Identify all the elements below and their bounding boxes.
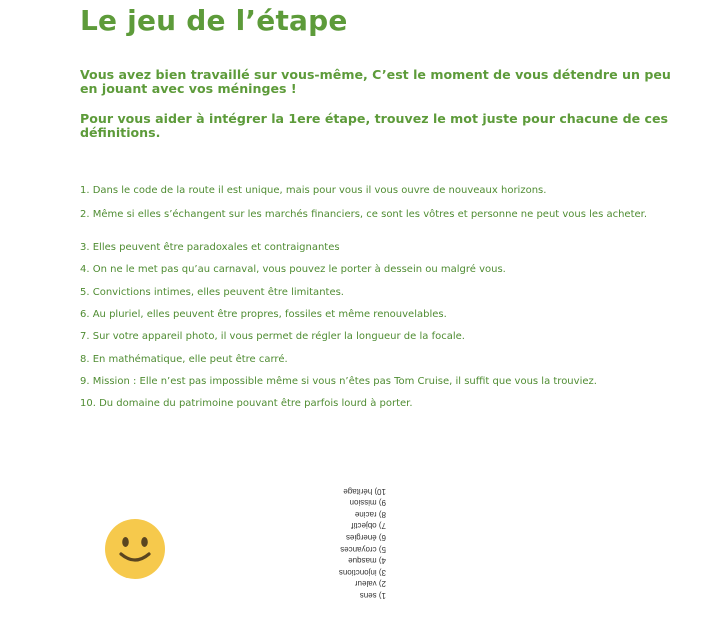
question-10: 10. Du domaine du patrimoine pouvant être parfois lourd à porter. [80,398,413,409]
question-6: 6. Au pluriel, elles peuvent être propres, fossiles et même renouvelables. [80,309,447,320]
answer-6: 6) énergies [345,533,386,543]
answer-10: 10) héritage [343,486,386,496]
question-3: 3. Elles peuvent être paradoxales et contraignantes [80,242,340,253]
question-7: 7. Sur votre appareil photo, il vous permet de régler la longueur de la focale. [80,331,465,342]
question-5: 5. Convictions intimes, elles peuvent être limitantes. [80,287,344,298]
answer-9: 9) mission [349,498,386,508]
question-1: 1. Dans le code de la route il est unique, mais pour vous il vous ouvre de nouveaux horizons. [80,185,547,196]
intro-paragraph-2: Pour vous aider à intégrer la 1ere étape, trouvez le mot juste pour chacune de ces définitions. [80,111,669,140]
question-2: 2. Même si elles s’échangent sur les marchés financiers, ce sont les vôtres et personne ne peut vous les acheter. [80,209,648,220]
answer-5: 5) croyances [340,544,386,554]
smiley-face-circle [105,519,165,579]
answer-3: 3) injonctions [338,567,386,577]
answer-2: 2) valeur [354,579,386,589]
question-9: 9. Mission : Elle n’est pas impossible même si vous n’êtes pas Tom Cruise, il suffit que vous la trouviez. [80,376,597,387]
question-4: 4. On ne le met pas qu’au carnaval, vous pouvez le porter à dessein ou malgré vous. [80,264,506,275]
answer-8: 8) racine [354,509,386,519]
question-8: 8. En mathématique, elle peut être carré. [80,354,288,365]
intro-paragraph-1: Vous avez bien travaillé sur vous-même, C’est le moment de vous détendre un peu en jouant avec vos méninges ! [80,67,671,96]
page-title: Le jeu de l’étape [80,4,348,37]
upside-down-answers [318,446,408,601]
smiley-face-icon [104,518,166,580]
smiley-left-eye [122,537,129,547]
smiley-right-eye [141,537,148,547]
answer-7: 7) objectif [351,521,386,531]
answer-4: 4) masque [348,556,386,566]
answer-1: 1) sens [359,591,386,600]
